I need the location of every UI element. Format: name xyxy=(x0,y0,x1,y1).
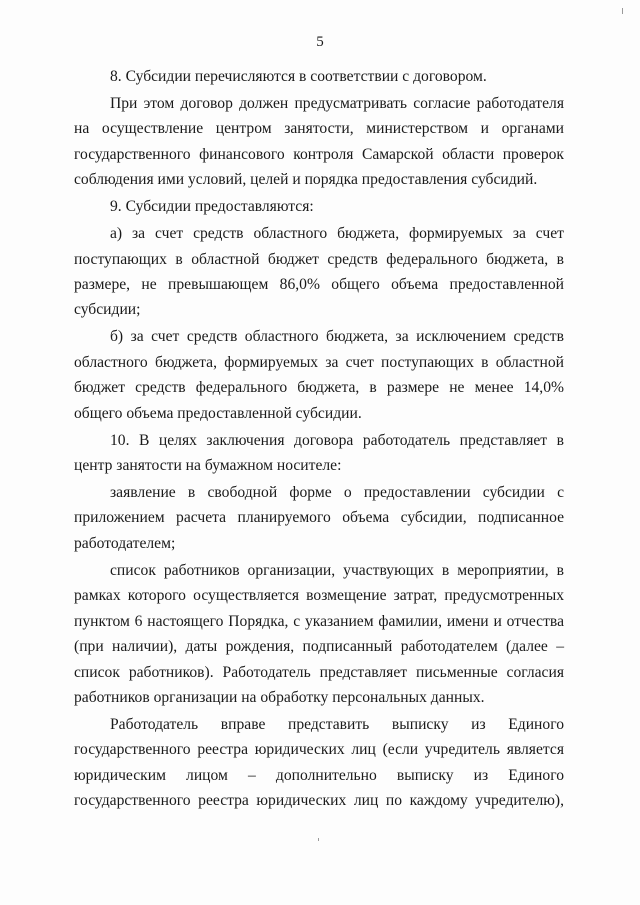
paragraph-10-application: заявление в свободной форме о предоставлении субсидии с приложением расчета планируемого объема субсидии, подписанное работодателем; xyxy=(74,484,564,552)
paragraph-10-register-extract: Работодатель вправе представить выписку из Единого государственного реестра юридических лиц (если учредитель является юридическим лицом – дополнительно выписку из Единого государственного реестра юридических лиц по каждому учредителю), xyxy=(74,715,564,810)
scan-mark xyxy=(318,838,319,841)
paragraph-8: 8. Субсидии перечисляются в соответствии с договором. xyxy=(110,68,487,85)
paragraph-10: 10. В целях заключения договора работодатель представляет в центр занятости на бумажном носителе: xyxy=(74,431,564,475)
paragraph-9-a: а) за счет средств областного бюджета, формируемых за счет поступающих в областной бюджет средств федерального бюджета, в размере, не превышающем 86,0% общего объема предоставленной субсидии; xyxy=(74,225,564,319)
page-number: 5 xyxy=(316,34,324,50)
paragraph-10-employee-list: список работников организации, участвующих в мероприятии, в рамках которого осуществляется возмещение затрат, предусмотренных пунктом 6 настоящего Порядка, с указанием фамилии, имени и отчества (при наличии), даты рождения, подписанный работодателем (далее – список работников). Работодатель представляет письменные согласия работников организации на обработку персональных данных. xyxy=(74,561,564,706)
paragraph-9: 9. Субсидии предоставляются: xyxy=(110,198,314,216)
document-body xyxy=(74,64,564,815)
paragraph-9-b: б) за счет средств областного бюджета, за исключением средств областного бюджета, формируемых за счет поступающих в областной бюджет средств федерального бюджета, в размере не менее 14,0% общего объема предоставленной субсидии. xyxy=(74,328,564,422)
scan-mark xyxy=(622,8,623,14)
paragraph-8-agreement-consent: При этом договор должен предусматривать согласие работодателя на осуществление центром занятости, министерством и органами государственного финансового контроля Самарской области проверок соблюдения ими условий, целей и порядка предоставления субсидий. xyxy=(74,95,564,189)
